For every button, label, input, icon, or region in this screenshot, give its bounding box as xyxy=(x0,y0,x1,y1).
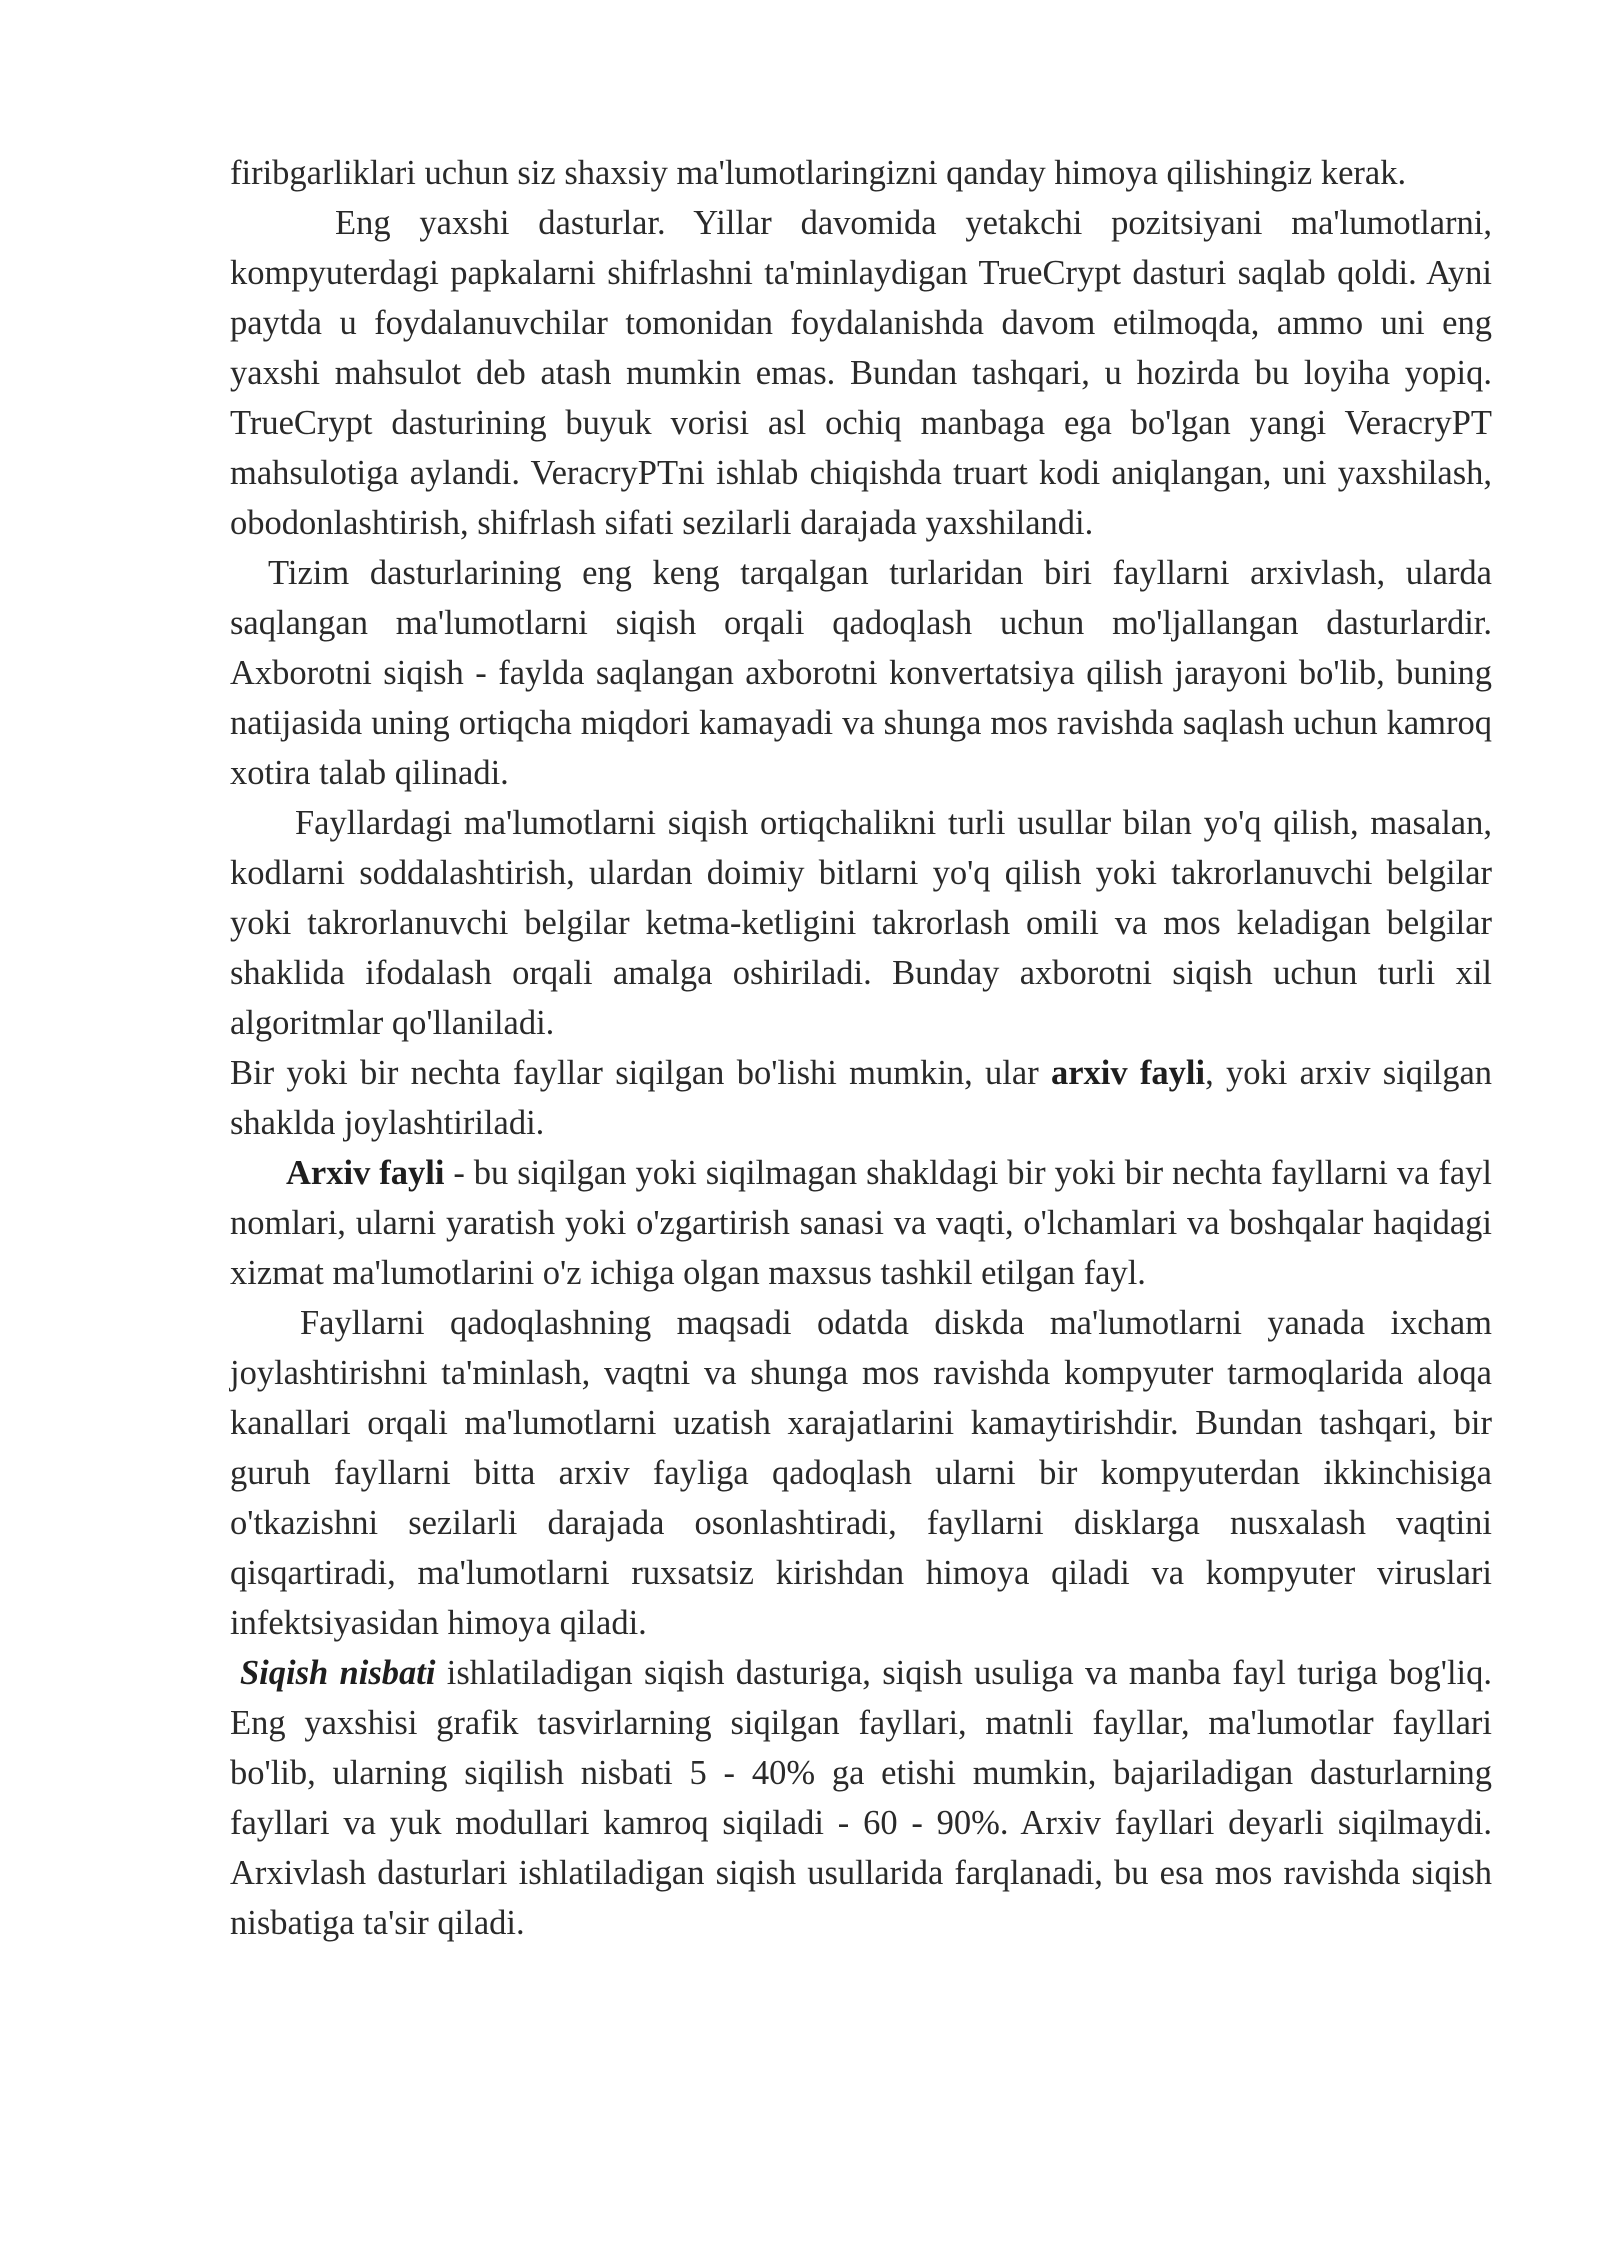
text-segment: , yoki arxiv siqilgan shaklda joylashtiriladi. xyxy=(230,1054,1493,1142)
paragraph-packing-purpose: Fayllarni qadoqlashning maqsadi odatda diskda ma'lumotlarni yanada ixcham joylashtirishni ta'minlash, vaqtni va shunga mos ravishda kompyuter tarmoqlarida aloqa kanallari orqali ma'lumotlarni uzatish xarajatlarini kamaytirishdir. Bundan tashqari, bir guruh fayllarni bitta arxiv fayliga qadoqlash ularni bir kompyuterdan ikkinchisiga o'tkazishni sezilarli darajada osonlashtiradi, fayllarni disklarga nusxalash vaqtini qisqartiradi, ma'lumotlarni ruxsatsiz kirishdan himoya qiladi va kompyuter viruslari infektsiyasidan himoya qiladi. xyxy=(230,1304,1492,1642)
paragraph-intro-fragment: firibgarliklari uchun siz shaxsiy ma'lumotlaringizni qanday himoya qilishingiz kerak. xyxy=(230,154,1407,192)
paragraph-archive-definition xyxy=(230,1148,1492,1298)
term-archive-file-definition: Arxiv fayli xyxy=(286,1154,445,1192)
term-compression-ratio: Siqish nisbati xyxy=(240,1654,436,1692)
paragraph-archive-intro xyxy=(230,1048,1492,1148)
term-archive-file: arxiv fayli xyxy=(1050,1054,1206,1092)
paragraph-system-programs: Tizim dasturlarining eng keng tarqalgan turlaridan biri fayllarni arxivlash, ularda saqlangan ma'lumotlarni siqish orqali qadoqlash uchun mo'ljallangan dasturlardir. Axborotni siqish - faylda saqlangan axborotni konvertatsiya qilish jarayoni bo'lib, buning natijasida uning ortiqcha miqdori kamayadi va shunga mos ravishda saqlash uchun kamroq xotira talab qilinadi. xyxy=(230,554,1492,792)
text-segment: ishlatiladigan siqish dasturiga, siqish usuliga va manba fayl turiga bog'liq. Eng yaxshisi grafik tasvirlarning siqilgan fayllari, matnli fayllar, ma'lumotlar fayllari bo'lib, ularning siqilish nisbati 5 - 40% ga etishi mumkin, bajariladigan dasturlarning fayllari va yuk modullari kamroq siqiladi - 60 - 90%. Arxiv fayllari deyarli siqilmaydi. Arxivlash dasturlari ishlatiladigan siqish usullarida farqlanadi, bu esa mos ravishda siqish nisbatiga ta'sir qiladi. xyxy=(230,1654,1492,1942)
document-page xyxy=(230,148,1492,1948)
paragraph-compression-ratio xyxy=(230,1648,1492,1948)
text-segment: - bu siqilgan yoki siqilmagan shakldagi bir yoki bir nechta fayllarni va fayl nomlari, ularni yaratish yoki o'zgartirish sanasi va vaqti, o'lchamlari va boshqalar haqidagi xizmat ma'lumotlarini o'z ichiga olgan maxsus tashkil etilgan fayl. xyxy=(230,1154,1492,1292)
paragraph-best-programs: Eng yaxshi dasturlar. Yillar davomida yetakchi pozitsiyani ma'lumotlarni, kompyuterdagi papkalarni shifrlashni ta'minlaydigan TrueCrypt dasturi saqlab qoldi. Ayni paytda u foydalanuvchilar tomonidan foydalanishda davom etilmoqda, ammo uni eng yaxshi mahsulot deb atash mumkin emas. Bundan tashqari, u hozirda bu loyiha yopiq. TrueCrypt dasturining buyuk vorisi asl ochiq manbaga ega bo'lgan yangi VeracryPT mahsulotiga aylandi. VeracryPTni ishlab chiqishda truart kodi aniqlangan, uni yaxshilash, obodonlashtirish, shifrlash sifati sezilarli darajada yaxshilandi. xyxy=(230,204,1492,542)
paragraph-compression-methods: Fayllardagi ma'lumotlarni siqish ortiqchalikni turli usullar bilan yo'q qilish, masalan, kodlarni soddalashtirish, ulardan doimiy bitlarni yo'q qilish yoki takrorlanuvchi belgilar yoki takrorlanuvchi belgilar ketma-ketligini takrorlash omili va mos keladigan belgilar shaklida ifodalash orqali amalga oshiriladi. Bunday axborotni siqish uchun turli xil algoritmlar qo'llaniladi. xyxy=(230,804,1492,1042)
text-segment: Bir yoki bir nechta fayllar siqilgan bo'lishi mumkin, ular xyxy=(230,1054,1051,1092)
